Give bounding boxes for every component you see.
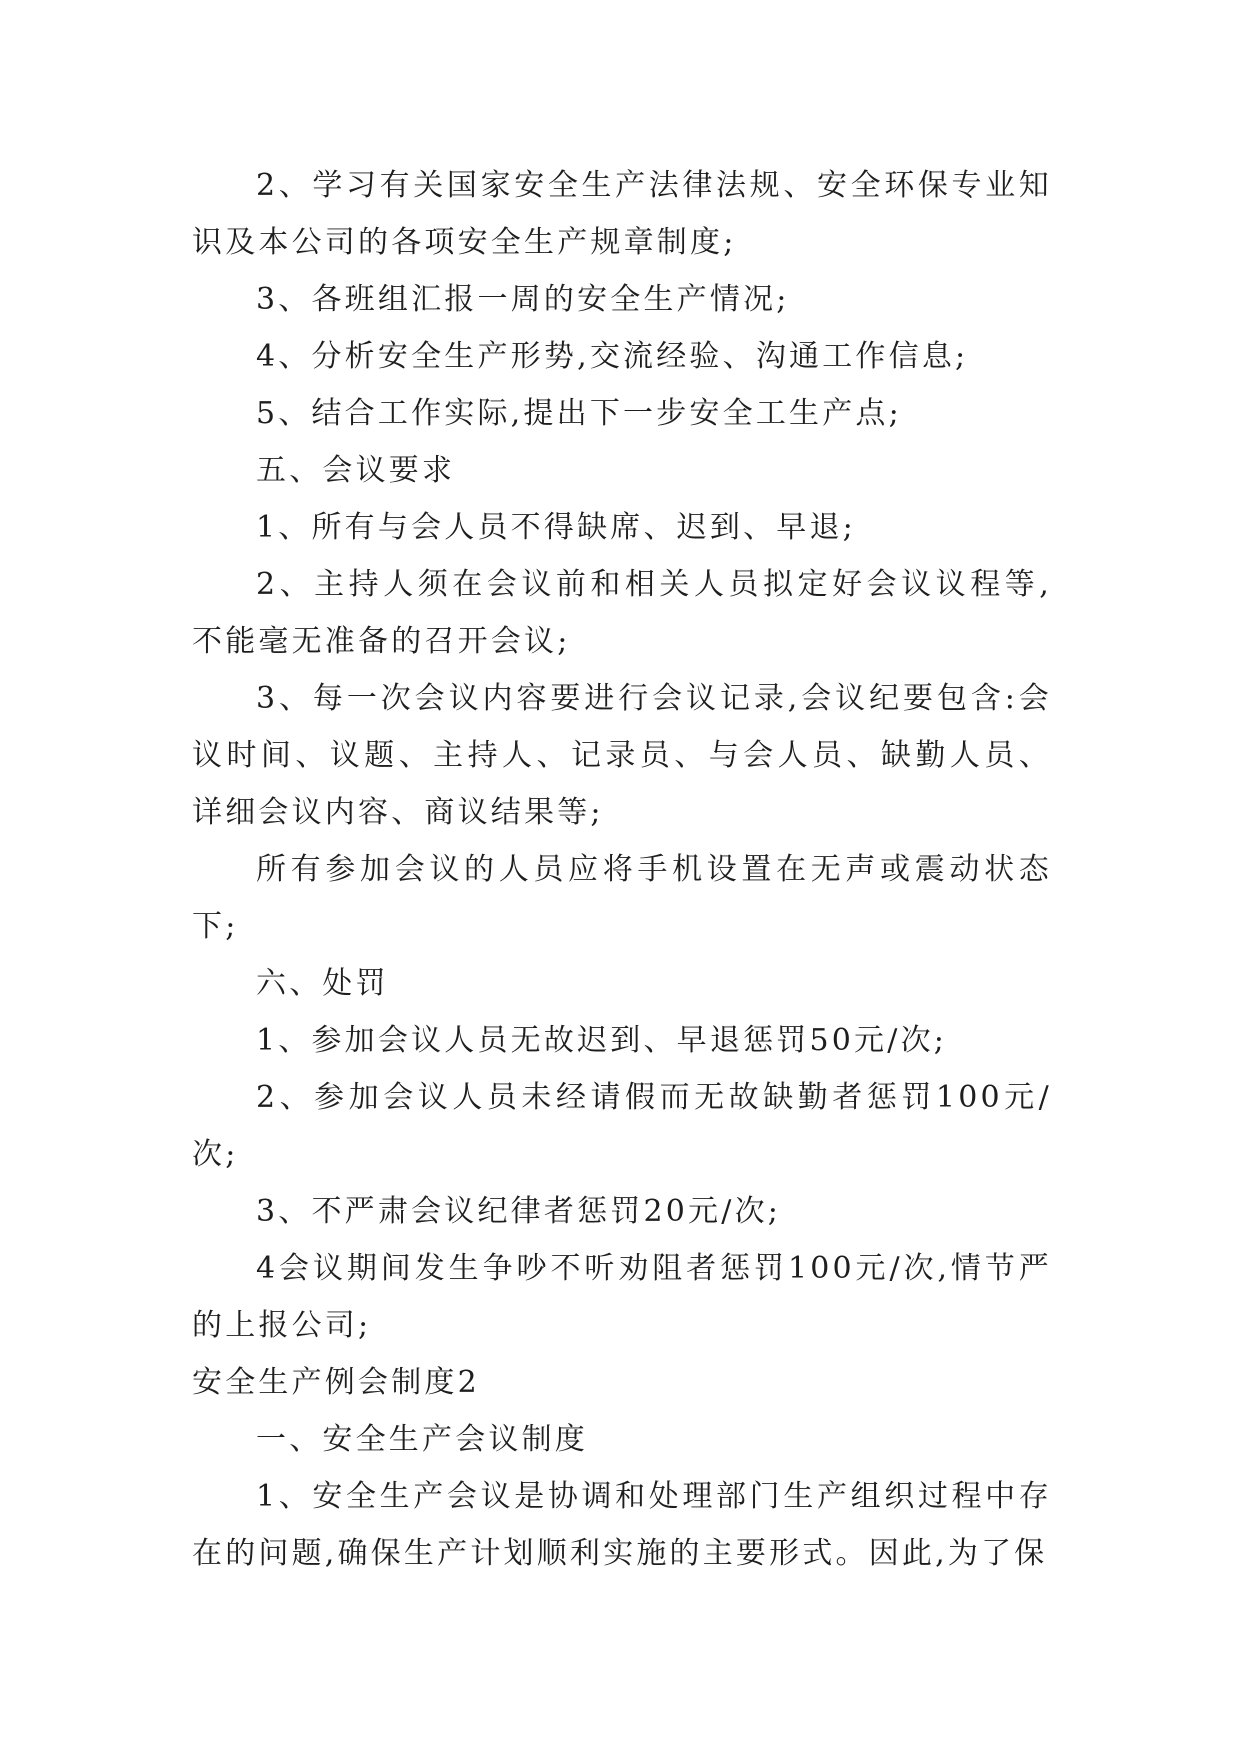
document-title: 安全生产例会制度2	[192, 1365, 480, 1400]
paragraph: 4、分析安全生产形势,交流经验、沟通工作信息;	[256, 339, 969, 374]
section-heading: 一、安全生产会议制度	[256, 1422, 588, 1457]
paragraph: 3、不严肃会议纪律者惩罚20元/次;	[256, 1194, 782, 1229]
document-body	[192, 157, 1052, 1582]
paragraph: 5、结合工作实际,提出下一步安全工生产点;	[256, 396, 902, 431]
paragraph: 1、安全生产会议是协调和处理部门生产组织过程中存在的问题,确保生产计划顺利实施的主要形式。因此,为了保	[192, 1479, 1052, 1571]
paragraph: 2、学习有关国家安全生产法律法规、安全环保专业知识及本公司的各项安全生产规章制度;	[192, 168, 1052, 260]
paragraph: 2、主持人须在会议前和相关人员拟定好会议议程等,不能毫无准备的召开会议;	[192, 567, 1052, 659]
paragraph: 所有参加会议的人员应将手机设置在无声或震动状态下;	[192, 852, 1052, 944]
paragraph: 4会议期间发生争吵不听劝阻者惩罚100元/次,情节严的上报公司;	[192, 1251, 1052, 1343]
paragraph: 2、参加会议人员未经请假而无故缺勤者惩罚100元/次;	[192, 1080, 1052, 1172]
paragraph: 3、各班组汇报一周的安全生产情况;	[256, 282, 790, 317]
section-heading: 六、处罚	[256, 966, 389, 1001]
paragraph: 3、每一次会议内容要进行会议记录,会议纪要包含:会议时间、议题、主持人、记录员、与会人员、缺勤人员、详细会议内容、商议结果等;	[192, 681, 1052, 830]
paragraph: 1、参加会议人员无故迟到、早退惩罚50元/次;	[256, 1023, 948, 1058]
paragraph: 1、所有与会人员不得缺席、迟到、早退;	[256, 510, 856, 545]
section-heading: 五、会议要求	[256, 453, 456, 488]
